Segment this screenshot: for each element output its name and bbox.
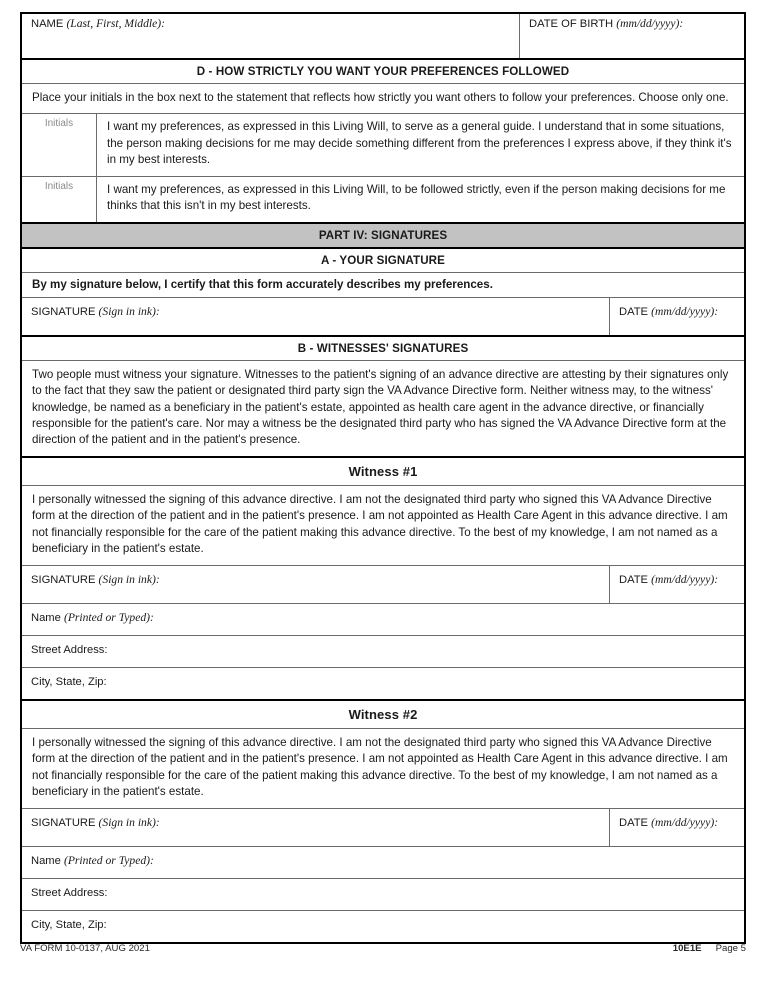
witness-2-name-label: Name (Printed or Typed): [31, 853, 154, 867]
page-footer [20, 943, 746, 954]
witness-1-city-row [22, 668, 744, 701]
witness-2-signature-field[interactable] [22, 809, 610, 846]
witness-1-heading: Witness #1 [348, 463, 418, 479]
witness-2-header-row [22, 701, 744, 729]
witness-2-date-label: DATE (mm/dd/yyyy): [619, 815, 719, 829]
witness-1-name-field[interactable] [22, 604, 744, 635]
witness-1-name-label: Name (Printed or Typed): [31, 610, 154, 624]
witness-1-street-label: Street Address: [31, 643, 108, 656]
certification-row [22, 273, 744, 298]
your-signature-date-label: DATE (mm/dd/yyyy): [619, 304, 719, 318]
name-label: NAME (Last, First, Middle): [31, 17, 165, 30]
witness-1-name-row [22, 604, 744, 636]
witness-2-city-label: City, State, Zip: [31, 918, 107, 931]
part-iv-title: PART IV: SIGNATURES [22, 224, 744, 247]
section-b-intro-text: Two people must witness your signature. Witnesses to the patient's signing of an advance directive are attesting by their signatures only to the fact that they saw the patient or designated third party sign the VA Advance Directive form. Neither witness may, to the witness' knowledge, be named as a beneficiary in the patient's estate, appointed as health care agent in the advance directive, or financially responsible for the patient's care. Nor may a witness be the designated third party who has signed the VA Advance Directive form at the direction of the patient and in the patient's presence. [32, 367, 729, 447]
witness-1-signature-row [22, 566, 744, 604]
witness-2-street-label: Street Address: [31, 886, 108, 899]
witness-2-name-field[interactable] [22, 847, 744, 878]
section-d-instructions-row [22, 84, 744, 114]
witness-1-header-row [22, 458, 744, 486]
preference-option-text-1: I want my preferences, as expressed in this Living Will, to serve as a general guide. I understand that in some situations, the person making decisions for me may decide something different from the preferences I express above, if they think it's in my best interests. [107, 120, 732, 167]
name-dob-row [22, 14, 744, 60]
preference-option-text-2: I want my preferences, as expressed in this Living Will, to be followed strictly, even if the person making decisions for me thinks that this isn't in my best interests. [107, 182, 726, 213]
section-a-header-row [22, 249, 744, 273]
initials-label-2: Initials [44, 180, 74, 192]
section-b-intro-row [22, 361, 744, 458]
section-d-title: D - HOW STRICTLY YOU WANT YOUR PREFERENCES FOLLOWED [196, 65, 570, 78]
witness-1-city-field[interactable] [22, 668, 744, 699]
witness-1-date-label: DATE (mm/dd/yyyy): [619, 572, 719, 586]
section-a-title: A - YOUR SIGNATURE [321, 253, 445, 267]
section-d-header-row [22, 60, 744, 84]
witness-2-attestation-row [22, 729, 744, 809]
witness-1-date-field[interactable] [610, 566, 744, 603]
your-signature-label: SIGNATURE (Sign in ink): [31, 304, 160, 318]
name-field[interactable] [22, 14, 520, 58]
initials-label-1: Initials [44, 118, 74, 130]
witness-2-attestation-text: I personally witnessed the signing of this advance directive. I am not the designated third party who signed this VA Advance Directive form at the direction of the patient and in the patient's presence. I am not appointed as Health Care Agent in this advance directive. I am not financially responsible for the care of the patient making this advance directive. To the best of my knowledge, I am not named as a beneficiary in the patient's estate. [32, 735, 728, 799]
date-of-birth-field[interactable] [520, 14, 744, 58]
witness-1-signature-label: SIGNATURE (Sign in ink): [31, 572, 160, 586]
witness-2-signature-row [22, 809, 744, 847]
your-signature-row [22, 298, 744, 337]
footer-right-group [673, 943, 746, 954]
witness-1-signature-field[interactable] [22, 566, 610, 603]
form-code: 10E1E [672, 943, 702, 954]
preference-option-row-2 [22, 177, 744, 224]
witness-1-attestation-text: I personally witnessed the signing of this advance directive. I am not the designated third party who signed this VA Advance Directive form at the direction of the patient and in the patient's presence. I am not appointed as Health Care Agent in this advance directive. I am not financially responsible for the care of the patient making this advance directive. To the best of my knowledge, I am not named as a beneficiary in the patient's estate. [32, 492, 728, 556]
witness-1-street-row [22, 636, 744, 668]
witness-2-city-row [22, 911, 744, 942]
preference-option-row-1 [22, 114, 744, 176]
initials-box-1[interactable] [22, 114, 97, 175]
part-iv-header-row [22, 224, 744, 249]
witness-2-heading: Witness #2 [348, 706, 418, 722]
witness-2-city-field[interactable] [22, 911, 744, 942]
date-of-birth-label: DATE OF BIRTH (mm/dd/yyyy): [529, 17, 684, 30]
witness-2-street-row [22, 879, 744, 911]
page-number: Page 5 [715, 943, 746, 954]
witness-2-street-field[interactable] [22, 879, 744, 910]
witness-2-signature-label: SIGNATURE (Sign in ink): [31, 815, 160, 829]
va-form-table [20, 12, 746, 944]
witness-1-attestation-row [22, 486, 744, 566]
form-identifier: VA FORM 10-0137, AUG 2021 [20, 943, 150, 954]
initials-box-2[interactable] [22, 177, 97, 222]
section-d-instructions: Place your initials in the box next to the statement that reflects how strictly you want others to follow your preferences. Choose only one. [32, 91, 729, 104]
witness-1-city-label: City, State, Zip: [31, 675, 107, 688]
witness-2-name-row [22, 847, 744, 879]
section-b-title: B - WITNESSES' SIGNATURES [297, 341, 469, 355]
your-signature-field[interactable] [22, 298, 610, 335]
your-signature-date-field[interactable] [610, 298, 744, 335]
certification-text: By my signature below, I certify that this form accurately describes my preferences. [32, 277, 493, 291]
witness-1-street-field[interactable] [22, 636, 744, 667]
section-b-header-row [22, 337, 744, 361]
witness-2-date-field[interactable] [610, 809, 744, 846]
